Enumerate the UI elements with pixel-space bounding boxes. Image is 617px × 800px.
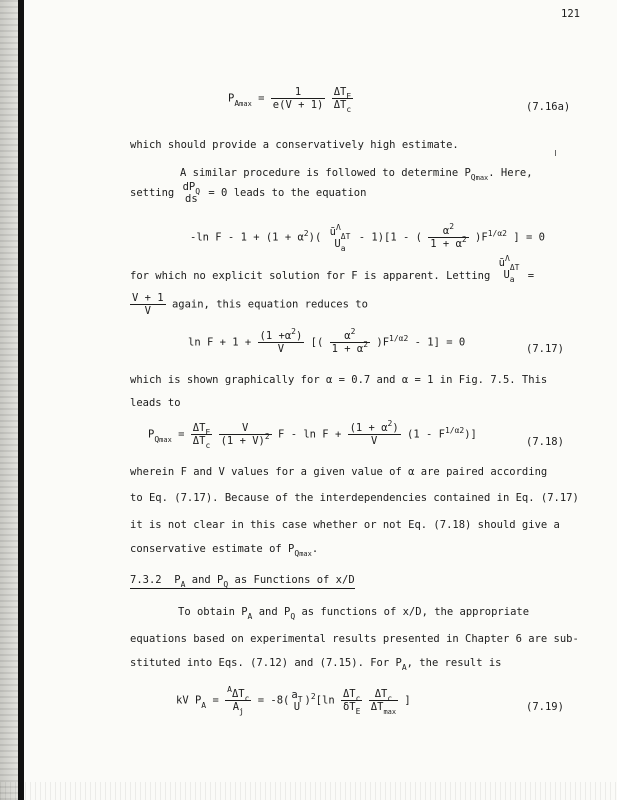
section-heading: 7.3.2 $P_A$ and $P_Q$ as Functions of x/D	[130, 574, 355, 589]
paragraph-line: conservative estimate of $P_{Qmax}$.	[130, 543, 319, 558]
paragraph-line: wherein F and V values for a given value of α are paired according	[130, 466, 548, 478]
paragraph-line: which should provide a conservatively high estimate.	[130, 139, 459, 151]
equation-7-19: kV $P_A$ = $\frac{^A\Delta T_c}{A_j}$ = -8( $a_T$ U )$^2$[ln $\frac{\Delta T_c}{\delta T_E}$ $\frac{\Delta T_c}{\Delta T_{max}}$ ]	[176, 685, 411, 716]
paragraph-line: to Eq. (7.17). Because of the interdependencies contained in Eq. (7.17)	[130, 492, 579, 504]
paragraph-line: for which no explicit solution for F is apparent. Letting $ū^\Lambda_{\Delta T}$ $U_a$ =	[130, 254, 535, 284]
paragraph-line: $\frac{V + 1}{V}$ again, this equation reduces to	[132, 292, 368, 317]
equation-7-16a: $P_{Amax}$ = $\frac{1}{e(V + 1)}$ $\frac{\Delta T_E}{\Delta T_c}$	[228, 86, 352, 114]
equation-label-7-19: (7.19)	[526, 701, 564, 713]
paragraph-line: leads to	[130, 397, 181, 409]
paragraph-line: To obtain $P_A$ and $P_Q$ as functions of x/D, the appropriate	[178, 606, 530, 621]
equation-7-18: $P_{Qmax}$ = $\frac{\Delta T_E}{\Delta T_c}$ $\frac{V}{(1 + V)^2}$ F - ln F + $\frac{(1 + \alpha^2)}{V}$ $(1 - F^{1/\alpha 2})$]	[148, 419, 477, 450]
paragraph-line: stituted into Eqs. (7.12) and (7.15). For $P_A$, the result is	[130, 657, 502, 672]
scan-bottom-noise	[0, 782, 617, 800]
paragraph-line: equations based on experimental results presented in Chapter 6 are sub-	[130, 633, 579, 645]
equation-unnumbered: -ln $F - 1 + (1 + \alpha^2)$( $ū^\Lambda_{\Delta T}$ $U_a$ - 1)[1 - ( $\frac{\alpha^2}{1 + \alpha^2}$ )$F^{1/\alpha 2}$ ] = 0	[190, 222, 545, 253]
equation-label-7-16a: (7.16a)	[526, 101, 571, 113]
equation-label-7-18: (7.18)	[526, 436, 564, 448]
paragraph-line: it is not clear in this case whether or not Eq. (7.18) should give a	[130, 519, 560, 531]
paragraph-line: A similar procedure is followed to determine $P_{Qmax}$. Here,	[180, 167, 533, 182]
scan-edge-shadow	[0, 0, 20, 800]
paragraph-line: setting $dP_Q$ ds = 0 leads to the equation	[130, 181, 367, 205]
stray-mark	[555, 150, 556, 156]
equation-7-17: ln F + 1 + $\frac{(1 +\alpha^2)}{V}$ [( $\frac{\alpha^2}{1 + \alpha^2}$ )$F^{1/\alpha 2} - 1] = 0$	[188, 327, 466, 355]
scan-binding-bar	[18, 0, 24, 800]
equation-label-7-17: (7.17)	[526, 343, 564, 355]
page-number: 121	[561, 8, 580, 20]
paragraph-line: which is shown graphically for α = 0.7 and α = 1 in Fig. 7.5. This	[130, 374, 548, 386]
